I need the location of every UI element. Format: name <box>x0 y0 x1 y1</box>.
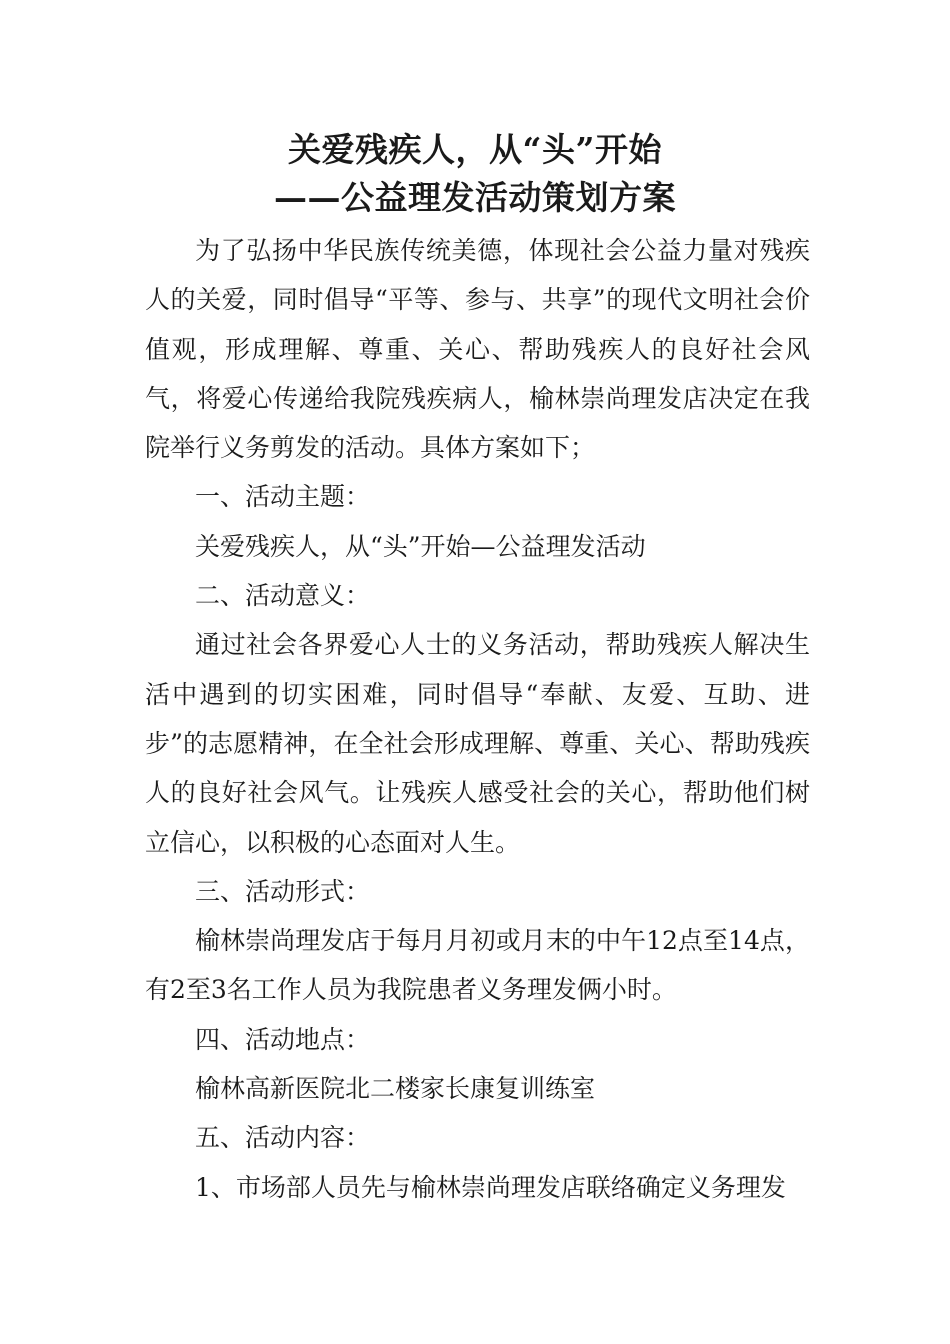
section-heading-content: 五、活动内容： <box>195 1123 371 1153</box>
location-text: 榆林高新医院北二楼家长康复训练室 <box>195 1074 596 1104</box>
title-main: 关爱残疾人，从“头”开始 <box>288 130 662 169</box>
document-body <box>145 226 810 1212</box>
content-item-1: 1、市场部人员先与榆林崇尚理发店联络确定义务理发 <box>195 1172 786 1202</box>
title-subtitle: ——公益理发活动策划方案 <box>274 178 676 217</box>
format-paragraph: 榆林崇尚理发店于每月月初或月末的中午12点至14点，有2至3名工作人员为我院患者义务理发俩小时。 <box>145 926 810 1005</box>
intro-paragraph: 为了弘扬中华民族传统美德，体现社会公益力量对残疾人的关爱，同时倡导“平等、参与、共享”的现代文明社会价值观，形成理解、尊重、关心、帮助残疾人的良好社会风气，将爱心传递给我院残疾病人，榆林崇尚理发店决定在我院举行义务剪发的活动。具体方案如下； <box>145 236 810 463</box>
theme-text: 关爱残疾人，从“头”开始—公益理发活动 <box>195 531 646 561</box>
section-heading-theme: 一、活动主题： <box>195 482 371 512</box>
section-heading-format: 三、活动形式： <box>195 876 371 906</box>
significance-paragraph: 通过社会各界爱心人士的义务活动，帮助残疾人解决生活中遇到的切实困难，同时倡导“奉献、友爱、互助、进步”的志愿精神，在全社会形成理解、尊重、关心、帮助残疾人的良好社会风气。让残疾人感受社会的关心，帮助他们树立信心，以积极的心态面对人生。 <box>145 630 810 857</box>
section-heading-location: 四、活动地点： <box>195 1024 371 1054</box>
document-title <box>0 126 950 222</box>
section-heading-significance: 二、活动意义： <box>195 581 371 611</box>
